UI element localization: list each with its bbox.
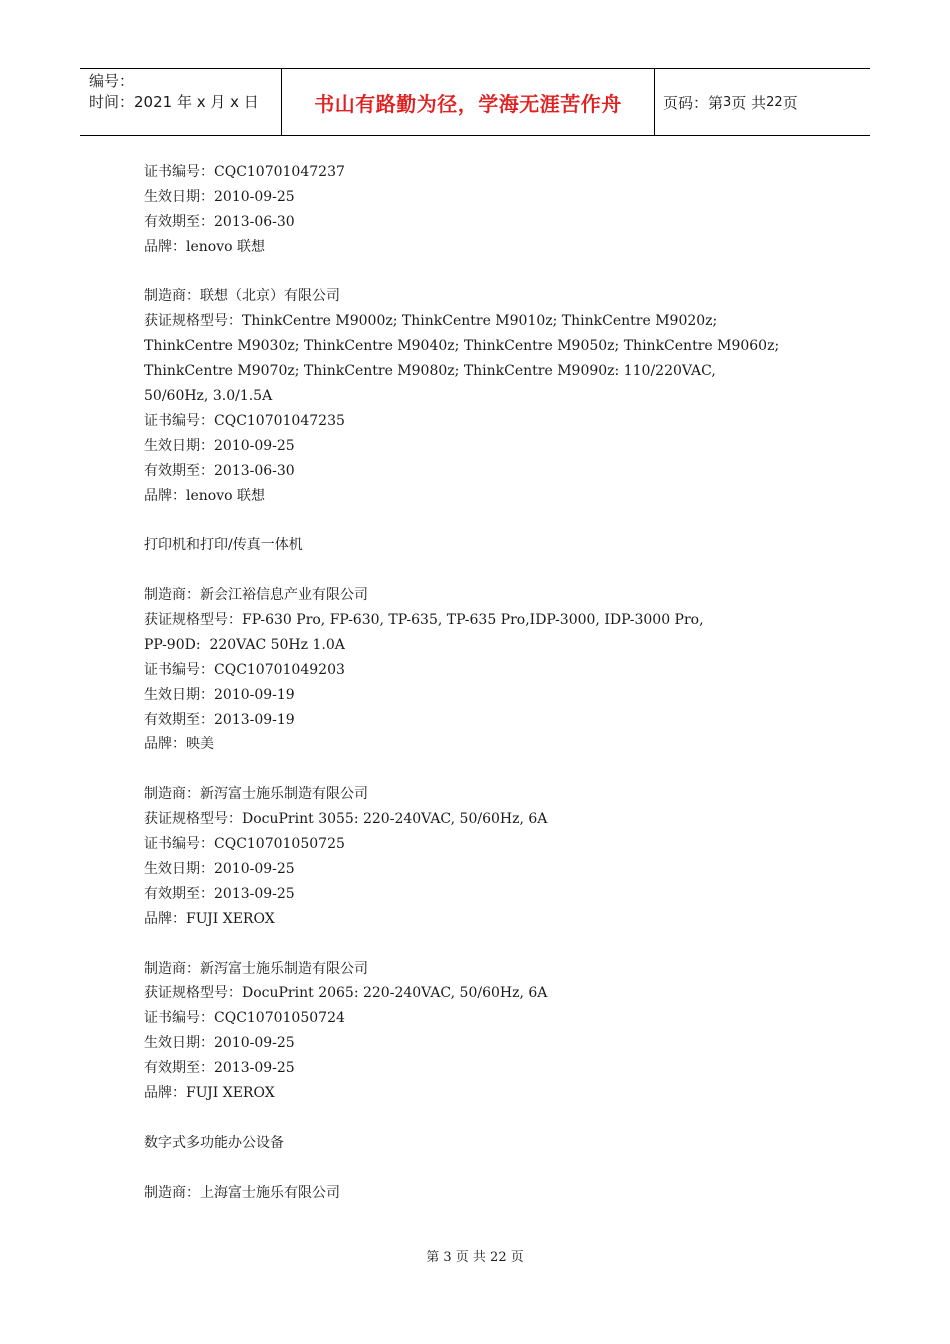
text-line: 制造商：新泻富士施乐制造有限公司: [144, 786, 368, 803]
text-line: 获证规格型号：DocuPrint 2065: 220-240VAC, 50/60Hz, 6A: [144, 985, 548, 1002]
text-line: 数字式多功能办公设备: [144, 1134, 284, 1151]
text-line: 品牌：FUJI XEROX: [144, 910, 275, 927]
text-line: 证书编号：CQC10701050724: [144, 1010, 345, 1027]
page-current: 3: [723, 94, 732, 110]
text-line: 制造商：新泻富士施乐制造有限公司: [144, 960, 368, 977]
text-line: 品牌：映美: [144, 736, 214, 753]
text-line: 证书编号：CQC10701047235: [144, 412, 345, 429]
motto-text: 书山有路勤为径，学海无涯苦作舟: [314, 91, 622, 116]
blank-line: [144, 260, 834, 285]
text-line: 证书编号：CQC10701049203: [144, 661, 345, 678]
page-footer: 第 3 页 共 22 页: [426, 1250, 524, 1265]
text-line: 打印机和打印/传真一体机: [144, 537, 303, 554]
blank-line: [144, 932, 834, 957]
date-label: 时间：2021 年 x 月 x 日: [89, 93, 259, 111]
header-motto-cell: [282, 69, 655, 135]
blank-line: [144, 508, 834, 533]
text-line: 制造商：上海富士施乐有限公司: [144, 1184, 340, 1201]
page-suffix: 页: [782, 93, 798, 112]
text-line: 品牌：lenovo 联想: [144, 238, 265, 255]
text-line: 有效期至：2013-09-19: [144, 711, 295, 728]
text-line: 生效日期：2010-09-25: [144, 1035, 295, 1052]
page-header: [80, 68, 870, 136]
header-meta-cell: [80, 69, 282, 135]
text-line: 有效期至：2013-09-25: [144, 1060, 295, 1077]
text-line: 生效日期：2010-09-19: [144, 686, 295, 703]
text-line: 生效日期：2010-09-25: [144, 188, 295, 205]
blank-line: [144, 1106, 834, 1131]
text-line: 生效日期：2010-09-25: [144, 860, 295, 877]
text-line: PP-90D: 220VAC 50Hz 1.0A: [144, 636, 345, 653]
text-line: ThinkCentre M9070z; ThinkCentre M9080z; ThinkCentre M9090z: 110/220VAC,: [144, 363, 716, 380]
serial-number-label: 编号：: [89, 72, 135, 90]
text-line: 证书编号：CQC10701050725: [144, 836, 345, 853]
blank-line: [144, 558, 834, 583]
text-line: 品牌：FUJI XEROX: [144, 1084, 275, 1101]
text-line: 制造商：联想（北京）有限公司: [144, 288, 340, 305]
page-mid: 页 共: [731, 93, 767, 112]
document-body: [144, 160, 834, 1205]
text-line: 生效日期：2010-09-25: [144, 437, 295, 454]
page-total: 22: [766, 94, 783, 110]
text-line: 品牌：lenovo 联想: [144, 487, 265, 504]
text-line: 获证规格型号：DocuPrint 3055: 220-240VAC, 50/60Hz, 6A: [144, 811, 548, 828]
header-page-cell: [655, 69, 870, 135]
text-line: 有效期至：2013-09-25: [144, 885, 295, 902]
text-line: 有效期至：2013-06-30: [144, 462, 295, 479]
text-line: 证书编号：CQC10701047237: [144, 164, 345, 180]
blank-line: [144, 757, 834, 782]
blank-line: [144, 1156, 834, 1181]
text-line: 有效期至：2013-06-30: [144, 213, 295, 230]
text-line: 50/60Hz, 3.0/1.5A: [144, 388, 273, 405]
text-line: 制造商：新会江裕信息产业有限公司: [144, 587, 368, 604]
text-line: 获证规格型号：FP-630 Pro, FP-630, TP-635, TP-635 Pro,IDP-3000, IDP-3000 Pro,: [144, 612, 704, 629]
page-prefix: 页码：第: [663, 93, 724, 112]
text-line: ThinkCentre M9030z; ThinkCentre M9040z; ThinkCentre M9050z; ThinkCentre M9060z;: [144, 338, 780, 355]
text-line: 获证规格型号：ThinkCentre M9000z; ThinkCentre M9010z; ThinkCentre M9020z;: [144, 313, 718, 330]
